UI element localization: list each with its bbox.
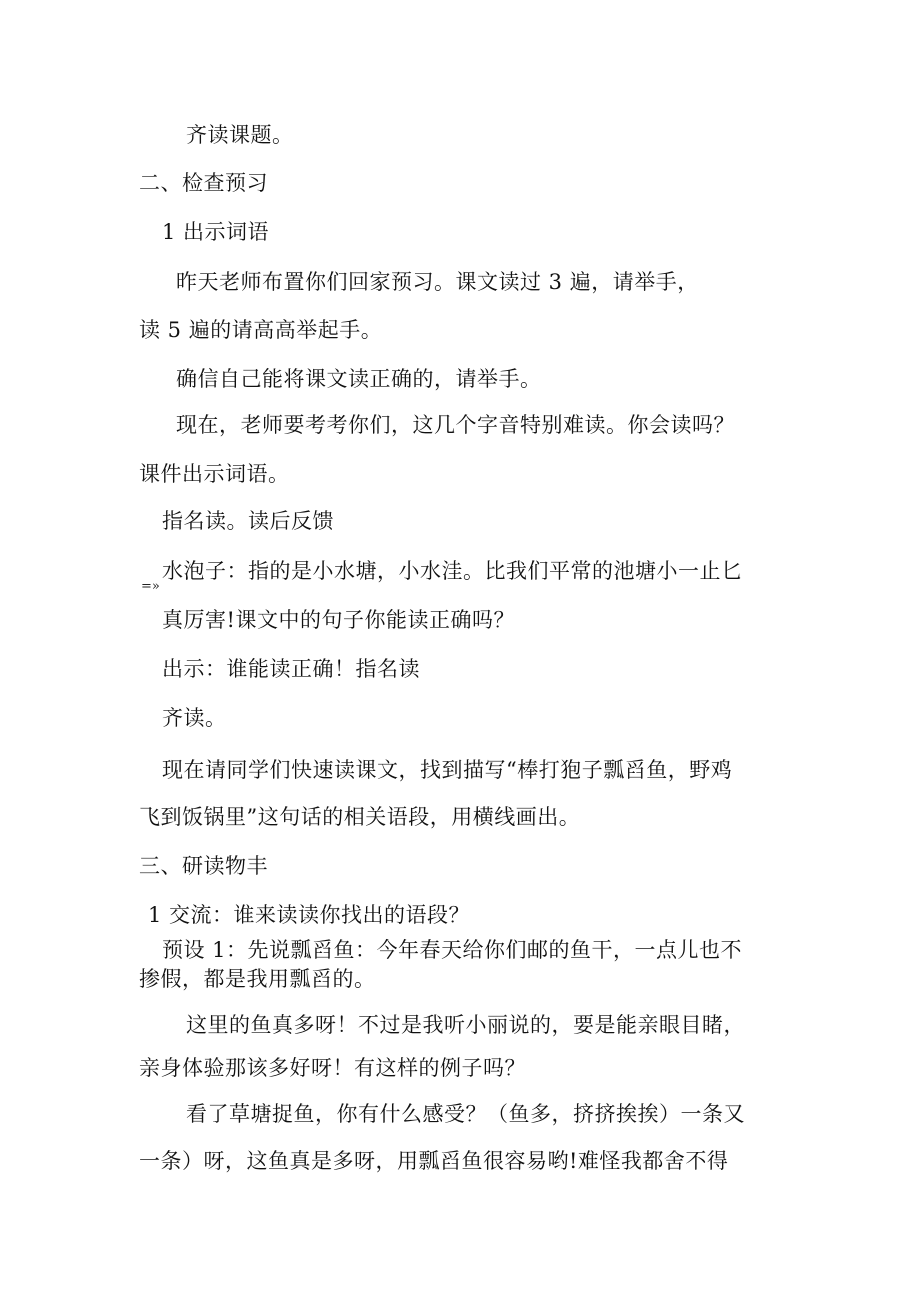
text-line: 读 5 遍的请高高举起手。 [139,318,383,342]
text-line: 水泡子：指的是小水塘，小水洼。比我们平常的池塘小一止匕 [162,559,743,583]
text-line: 指名读。读后反馈 [162,509,334,533]
text-line: 飞到饭锅里”这句话的相关语段，用横线画出。 [139,805,581,829]
section-heading: 三、研读物丰 [139,854,268,878]
subsection-heading: 1 交流：谁来读读你找出的语段？ [148,903,471,927]
text-line: 亲身体验那该多好呀！有这样的例子吗？ [139,1056,526,1080]
text-line: 现在，老师要考考你们，这几个字音特别难读。你会读吗？ [176,413,735,437]
text-line: 确信自己能将课文读正确的，请举手。 [176,367,542,391]
text-line: 现在请同学们快速读课文，找到描写“棒打狍子瓢舀鱼，野鸡 [162,758,733,782]
section-heading: 二、检查预习 [139,171,268,195]
text-line: 齐读。 [162,706,227,730]
text-line: 一条）呀，这鱼真是多呀，用瓢舀鱼很容易哟!难怪我都舍不得 [139,1149,729,1173]
text-line: 看了草塘捉鱼，你有什么感受？（鱼多，挤挤挨挨）一条又 [186,1102,745,1126]
text-line: 这里的鱼真多呀！不过是我听小丽说的，要是能亲眼目睹， [186,1013,745,1037]
text-line: 预设 1：先说瓢舀鱼：今年春天给你们邮的鱼干，一点儿也不 [162,938,743,962]
text-line: 真厉害!课文中的句子你能读正确吗？ [162,608,515,632]
text-line: 课件出示词语。 [139,462,290,486]
text-line: 齐读课题。 [186,123,294,147]
text-line: 昨天老师布置你们回家预习。课文读过 3 遍，请举手， [176,270,699,294]
subsection-heading: 1 出示词语 [162,220,270,244]
stray-mark: =» [141,579,160,594]
text-line: 掺假，都是我用瓢舀的。 [139,967,376,991]
text-line: 出示：谁能读正确！指名读 [162,657,420,681]
